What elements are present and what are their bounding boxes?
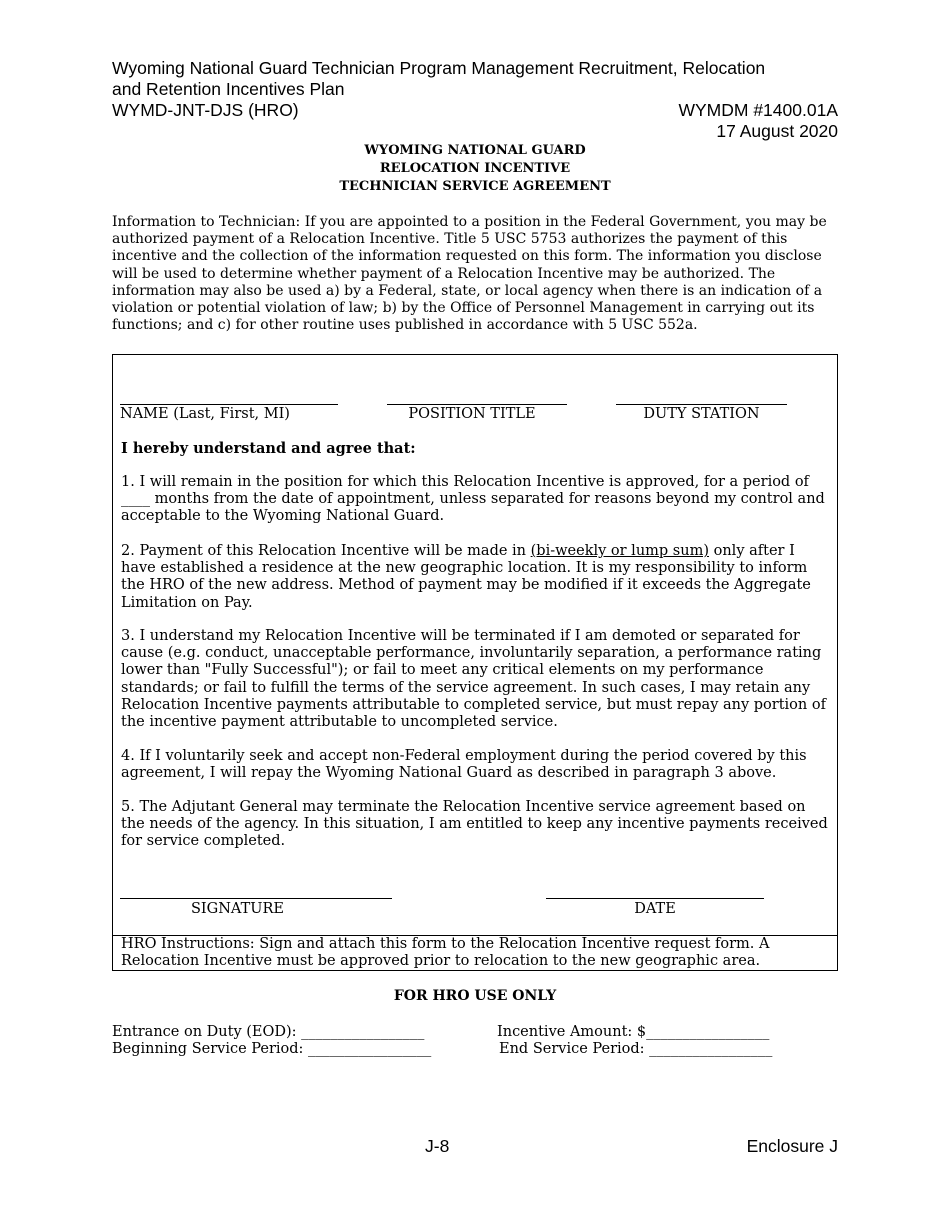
agreement-box	[112, 354, 838, 971]
enclosure-label: Enclosure J	[746, 1136, 838, 1156]
form-title-line3: TECHNICIAN SERVICE AGREEMENT	[339, 179, 611, 194]
agreement-paragraph-2	[121, 543, 833, 612]
plan-title-line1: Wyoming National Guard Technician Program Management Recruitment, Relocation	[112, 58, 766, 78]
agreement-heading: I hereby understand and agree that:	[121, 440, 416, 457]
form-title-line2: RELOCATION INCENTIVE	[379, 161, 571, 176]
date-label: DATE	[634, 901, 676, 917]
p2-text-start: 2. Payment of this Relocation Incentive will be made in	[121, 543, 531, 559]
p2-text-end: only after I have established a residence at the new geographic location. It is my responsibility to inform the HRO of the new address. Method of payment may be modified if it exceeds the Aggregate Limitation on Pay.	[121, 543, 811, 611]
office-code: WYMD-JNT-DJS (HRO)	[112, 100, 299, 120]
signature-label: SIGNATURE	[190, 901, 284, 917]
end-service-field[interactable]: End Service Period: _________________	[499, 1041, 773, 1057]
hro-instructions: HRO Instructions: Sign and attach this form to the Relocation Incentive request form. A Relocation Incentive must be approved prior to relocation to the new geographic area.	[121, 936, 770, 969]
payment-method-option: (bi-weekly or lump sum)	[530, 543, 709, 559]
agreement-paragraph-5: 5. The Adjutant General may terminate the Relocation Incentive service agreement based on the needs of the agency. In this situation, I am entitled to keep any incentive payments received for service completed.	[121, 799, 828, 850]
hro-use-heading: FOR HRO USE ONLY	[393, 988, 557, 1004]
incentive-amount-field[interactable]: Incentive Amount: $_________________	[497, 1024, 770, 1040]
doc-date: 17 August 2020	[716, 121, 838, 141]
position-title-label: POSITION TITLE	[408, 406, 536, 422]
beginning-service-field[interactable]: Beginning Service Period: _________________	[112, 1041, 432, 1057]
position-title-field[interactable]	[387, 404, 567, 405]
duty-station-field[interactable]	[616, 404, 787, 405]
name-label: NAME (Last, First, MI)	[120, 406, 290, 422]
signature-field[interactable]	[120, 898, 392, 899]
form-title	[112, 142, 838, 196]
agreement-paragraph-3: 3. I understand my Relocation Incentive will be terminated if I am demoted or separated for cause (e.g. conduct, unacceptable performance, involuntarily separation, a performance rating lower than "Fully Successful"); or fail to meet any critical elements on my performance standards; or fail to fulfill the terms of the service agreement. In such cases, I may retain any Relocation Incentive payments attributable to completed service, but must repay any portion of the incentive payment attributable to uncompleted service.	[121, 628, 826, 731]
plan-title-line2: and Retention Incentives Plan	[112, 79, 345, 99]
form-title-line1: WYOMING NATIONAL GUARD	[364, 143, 586, 158]
agreement-paragraph-4: 4. If I voluntarily seek and accept non-Federal employment during the period covered by this agreement, I will repay the Wyoming National Guard as described in paragraph 3 above.	[121, 748, 807, 782]
info-to-technician: Information to Technician: If you are appointed to a position in the Federal Government, you may be authorized payment of a Relocation Incentive. Title 5 USC 5753 authorizes the payment of this incentive and the collection of the information requested on this form. The information you disclose will be used to determine whether payment of a Relocation Incentive may be authorized. The information may also be used a) by a Federal, state, or local agency when there is an indication of a violation or potential violation of law; b) by the Office of Personnel Management in carrying out its functions; and c) for other routine uses published in accordance with 5 USC 552a.	[112, 214, 827, 334]
agreement-paragraph-1: 1. I will remain in the position for which this Relocation Incentive is approved, for a period of ____ months from the date of appointment, unless separated for reasons beyond my control and acceptable to the Wyoming National Guard.	[121, 474, 825, 525]
page-number: J-8	[425, 1136, 450, 1156]
eod-field[interactable]: Entrance on Duty (EOD): _________________	[112, 1024, 425, 1040]
duty-station-label: DUTY STATION	[643, 406, 760, 422]
date-field[interactable]	[546, 898, 764, 899]
name-field[interactable]	[120, 404, 338, 405]
doc-number: WYMDM #1400.01A	[678, 100, 838, 120]
